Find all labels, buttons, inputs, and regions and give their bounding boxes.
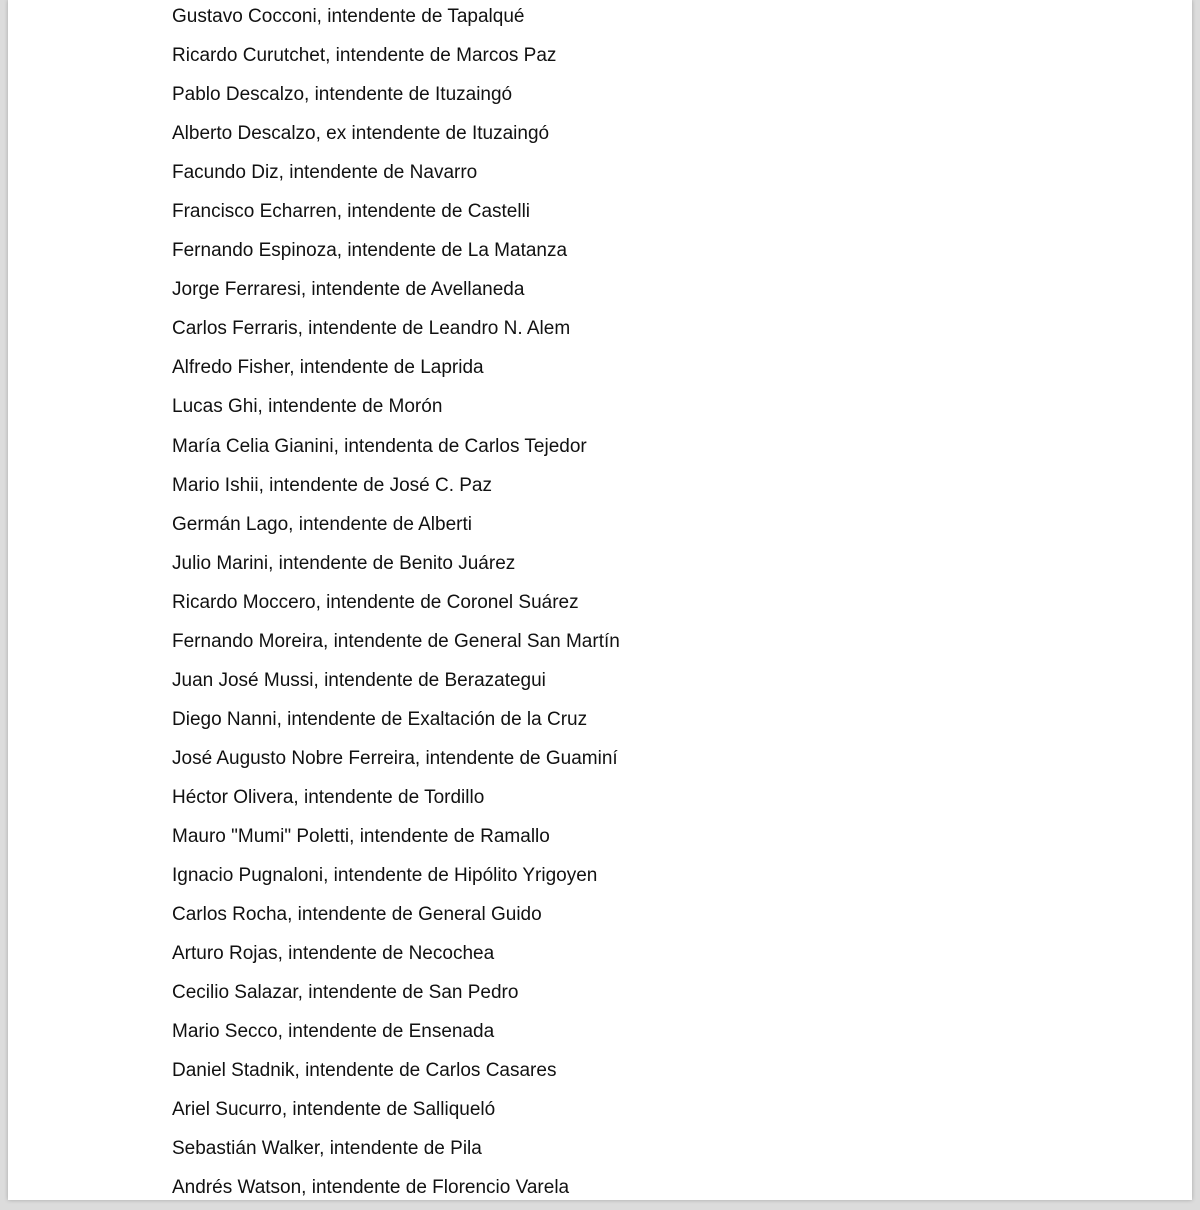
list-item: Facundo Diz, intendente de Navarro: [172, 162, 478, 184]
list-item: Ricardo Curutchet, intendente de Marcos Paz: [172, 45, 557, 67]
list-item: Pablo Descalzo, intendente de Ituzaingó: [172, 84, 513, 106]
list-item: Germán Lago, intendente de Alberti: [172, 513, 472, 535]
list-item: Mario Secco, intendente de Ensenada: [172, 1021, 495, 1043]
list-item: Fernando Espinoza, intendente de La Matanza: [172, 240, 568, 262]
list-item: José Augusto Nobre Ferreira, intendente de Guaminí: [172, 747, 618, 769]
list-item: Carlos Ferraris, intendente de Leandro N. Alem: [172, 318, 571, 340]
list-item: Mario Ishii, intendente de José C. Paz: [172, 474, 493, 496]
list-item: Ignacio Pugnaloni, intendente de Hipólito Yrigoyen: [172, 865, 598, 887]
list-item: Francisco Echarren, intendente de Castelli: [172, 201, 531, 223]
list-item: Arturo Rojas, intendente de Necochea: [172, 943, 495, 965]
list-item: Cecilio Salazar, intendente de San Pedro: [172, 982, 519, 1004]
list-item: Daniel Stadnik, intendente de Carlos Casares: [172, 1060, 557, 1082]
list-item: Andrés Watson, intendente de Florencio Varela: [172, 1177, 570, 1199]
list-item: Alfredo Fisher, intendente de Laprida: [172, 357, 484, 379]
list-item: Sebastián Walker, intendente de Pila: [172, 1138, 482, 1160]
list-item: Héctor Olivera, intendente de Tordillo: [172, 786, 485, 808]
list-item: Fernando Moreira, intendente de General San Martín: [172, 630, 620, 652]
list-item: Ariel Sucurro, intendente de Salliqueló: [172, 1099, 496, 1121]
list-item: María Celia Gianini, intendenta de Carlos Tejedor: [172, 435, 587, 457]
list-item: Carlos Rocha, intendente de General Guido: [172, 904, 542, 926]
list-item: Alberto Descalzo, ex intendente de Ituzaingó: [172, 123, 550, 145]
document-page: [8, 0, 1192, 1200]
list-item: Jorge Ferraresi, intendente de Avellaneda: [172, 279, 525, 301]
list-item: Mauro "Mumi" Poletti, intendente de Ramallo: [172, 825, 550, 847]
list-item: Ricardo Moccero, intendente de Coronel Suárez: [172, 591, 579, 613]
mayors-list: [172, 0, 620, 1210]
list-item: Lucas Ghi, intendente de Morón: [172, 396, 443, 418]
list-item: Juan José Mussi, intendente de Berazategui: [172, 669, 546, 691]
list-item: Julio Marini, intendente de Benito Juárez: [172, 552, 516, 574]
list-item: Diego Nanni, intendente de Exaltación de la Cruz: [172, 708, 588, 730]
list-item: Gustavo Cocconi, intendente de Tapalqué: [172, 6, 525, 27]
